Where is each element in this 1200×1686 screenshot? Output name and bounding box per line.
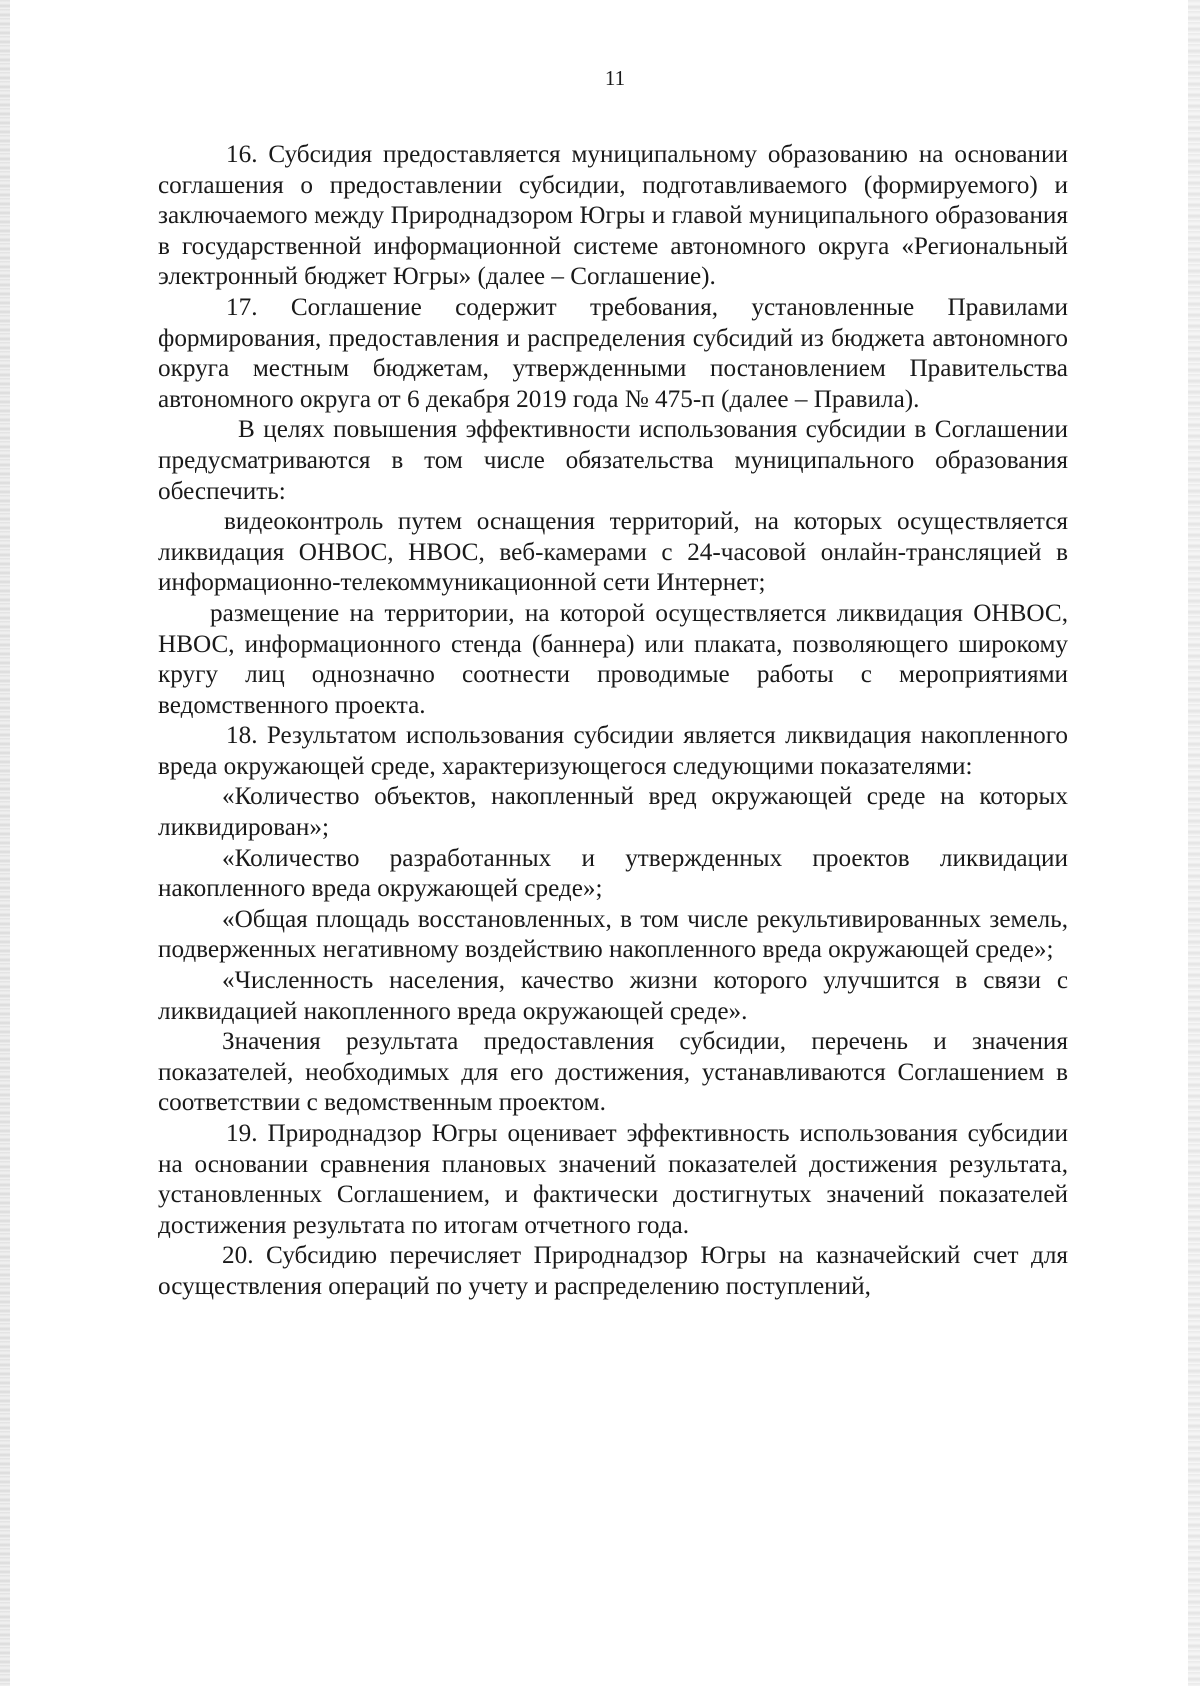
paragraph-18: 18. Результатом использования субсидии является ликвидация накопленного вреда окружающей среде, характеризующегося следующими показателями:	[158, 722, 1068, 780]
page-number: 11	[604, 66, 626, 90]
paragraph-18-indicator-2: «Количество разработанных и утвержденных проектов ликвидации накопленного вреда окружающей среде»;	[158, 844, 1068, 903]
paragraph-17-video-control: видеоконтроль путем оснащения территорий, на которых осуществляется ликвидация ОНВОС, НВОС, веб-камерами с 24-часовой онлайн-трансляцией в информационно-телекоммуникационной сети Интернет;	[158, 508, 1068, 597]
paragraph-17-obligations: В целях повышения эффективности использования субсидии в Соглашении предусматриваются в том числе обязательства муниципального образования обеспечить:	[158, 416, 1068, 505]
paragraph-18-indicator-4: «Численность населения, качество жизни которого улучшится в связи с ликвидацией накопленного вреда окружающей среде».	[158, 967, 1068, 1025]
paragraph-19: 19. Природнадзор Югры оценивает эффективность использования субсидии на основании сравнения плановых значений показателей достижения результата, установленных Соглашением, и фактически достигнутых значений показателей достижения результата по итогам отчетного года.	[158, 1120, 1068, 1239]
scan-edge-left	[0, 0, 10, 1686]
paragraph-18-values: Значения результата предоставления субсидии, перечень и значения показателей, необходимых для его достижения, устанавливаются Соглашением в соответствии с ведомственным проектом.	[158, 1028, 1068, 1117]
scan-edge-right	[1188, 0, 1200, 1686]
paragraph-18-indicator-1: «Количество объектов, накопленный вред окружающей среде на которых ликвидирован»;	[158, 783, 1068, 842]
paragraph-17: 17. Соглашение содержит требования, установленные Правилами формирования, предоставления и распределения субсидий из бюджета автономного округа местным бюджетам, утвержденными постановлением Правительства автономного округа от 6 декабря 2019 года № 475-п (далее – Правила).	[158, 293, 1068, 413]
paragraph-17-info-stand: размещение на территории, на которой осуществляется ликвидация ОНВОС, НВОС, информационного стенда (баннера) или плаката, позволяющего широкому кругу лиц однозначно соотнести проводимые работы с мероприятиями ведомственного проекта.	[158, 599, 1068, 719]
document-body	[158, 140, 1068, 1303]
paragraph-16: 16. Субсидия предоставляется муниципальному образованию на основании соглашения о предоставлении субсидии, подготавливаемого (формируемого) и заключаемого между Природнадзором Югры и главой муниципального образования в государственной информационной системе автономного округа «Региональный электронный бюджет Югры» (далее – Соглашение).	[158, 141, 1068, 291]
paragraph-18-indicator-3: «Общая площадь восстановленных, в том числе рекультивированных земель, подверженных негативному воздействию накопленного вреда окружающей среде»;	[158, 905, 1068, 964]
paragraph-20: 20. Субсидию перечисляет Природнадзор Югры на казначейский счет для осуществления операций по учету и распределению поступлений,	[158, 1242, 1068, 1300]
